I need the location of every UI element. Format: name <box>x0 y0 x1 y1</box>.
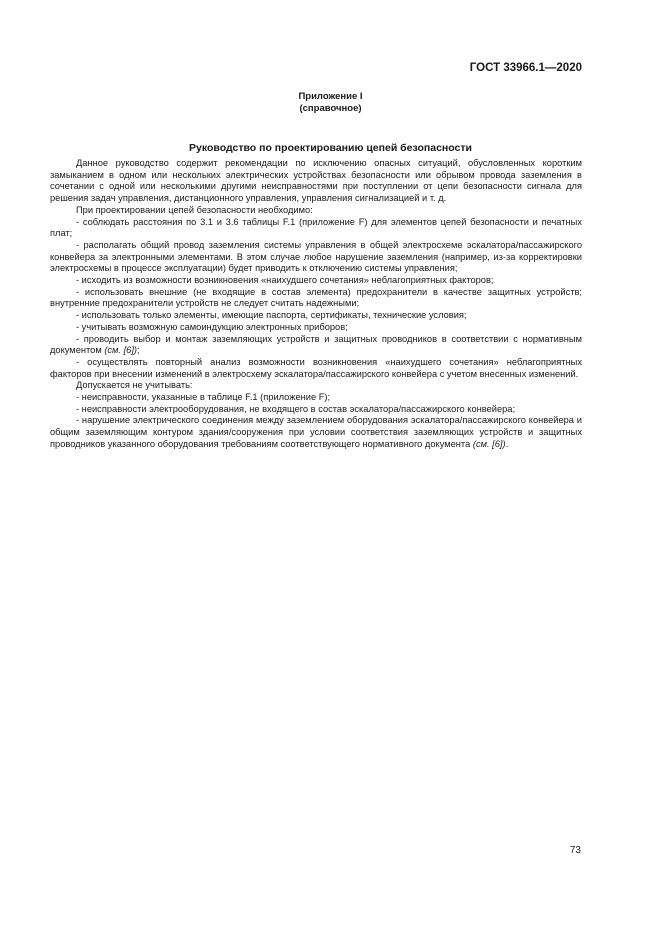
list-item: - соблюдать расстояния по 3.1 и 3.6 таблицы F.1 (приложение F) для элементов цепей безопасности и печатных плат; <box>50 216 582 239</box>
list-item: - неисправности электрооборудования, не входящего в состав эскалатора/пассажирского конвейера; <box>76 403 516 414</box>
list-item: - использовать внешние (не входящие в состав элемента) предохранители в качестве защитных устройств; внутренние предохранители устройств не следует считать надежными; <box>50 286 582 309</box>
document-body <box>50 158 582 451</box>
paragraph: Допускается не учитывать: <box>76 380 193 391</box>
list-item <box>50 334 582 357</box>
paragraph: При проектировании цепей безопасности необходимо: <box>76 204 313 215</box>
section-heading: Руководство по проектированию цепей безопасности <box>189 142 472 154</box>
reference-link: (см. [6]) <box>472 438 506 449</box>
annex-type: (справочное) <box>299 103 362 114</box>
list-item: - располагать общий провод заземления системы управления в общей электросхеме эскалатора/пассажирского конвейера за электронными элементами. В этом случае любое нарушение заземления (например, из-за корректировки электросхемы в процессе эксплуатации) будет приводить к отключению системы управления; <box>50 239 582 274</box>
list-item-text: - проводить выбор и монтаж заземляющих устройств и защитных проводников в соответствии с нормативным документом <box>50 333 582 356</box>
punctuation: . <box>505 438 509 449</box>
list-item: - осуществлять повторный анализ возможности возникновения «наихудшего сочетания» неблагоприятных факторов при внесении изменений в электросхему эскалатора/пассажирского конвейера с учетом внесенных изменений. <box>50 356 582 379</box>
list-item: - использовать только элементы, имеющие паспорта, сертификаты, технические условия; <box>76 310 467 321</box>
annex-title: Приложение I <box>298 91 363 102</box>
list-item: - неисправности, указанные в таблице F.1 (приложение F); <box>76 392 331 403</box>
standard-number: ГОСТ 33966.1—2020 <box>469 62 582 74</box>
list-item <box>50 415 582 450</box>
paragraph: Данное руководство содержит рекомендации по исключению опасных ситуаций, обусловленных коротким замыканием в одном или нескольких электрических устройствах безопасности или обрывом провода заземления в сочетании с одной или несколькими другими неисправностями при поступлении от цепи безопасности сигнала для решения задач управления, дистанционного управления, управления сигнализацией и т. д. <box>50 158 582 204</box>
punctuation: ; <box>137 345 140 356</box>
list-item: - исходить из возможности возникновения «наихудшего сочетания» неблагоприятных факторов; <box>76 275 494 286</box>
list-item-text: - нарушение электрического соединения между заземлением оборудования эскалатора/пассажирского конвейера и общим заземляющим контуром здания/сооружения при условии соответствия заземляющих устройств и защитных проводников указанного оборудования требованиям соответствующего нормативного документа <box>50 415 582 449</box>
reference-link: (см. [6]) <box>104 345 138 356</box>
list-item: - учитывать возможную самоиндукцию электронных приборов; <box>76 321 348 332</box>
page-number: 73 <box>569 845 581 856</box>
annex-block <box>0 91 661 115</box>
